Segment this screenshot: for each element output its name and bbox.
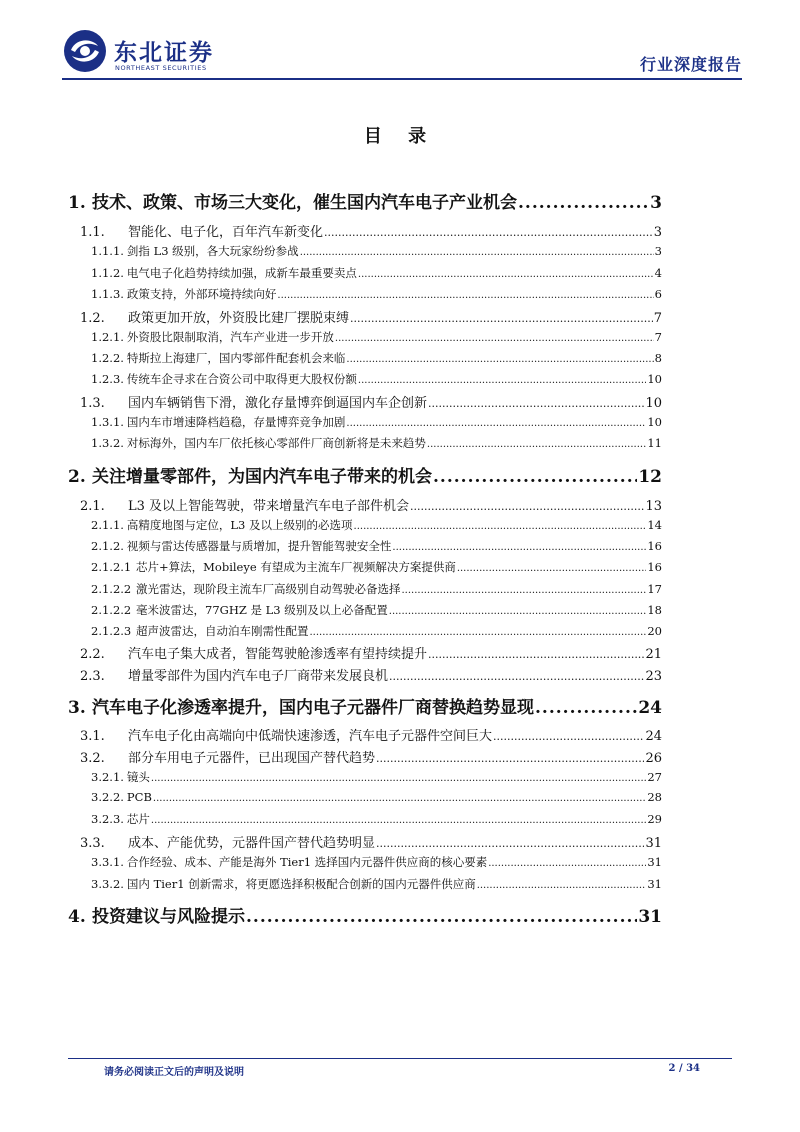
toc-leader bbox=[300, 247, 654, 258]
toc-page-number: 6 bbox=[654, 287, 662, 301]
toc-leader bbox=[335, 333, 654, 344]
toc-entry[interactable] bbox=[91, 790, 662, 807]
toc-leader bbox=[310, 627, 647, 638]
toc-leader bbox=[427, 439, 646, 450]
toc-leader bbox=[153, 793, 646, 804]
toc-page-number: 16 bbox=[647, 560, 662, 574]
toc-entry-title: 汽车电子化渗透率提升，国内电子元器件厂商替换趋势显现 bbox=[92, 698, 534, 718]
toc-page-number: 31 bbox=[647, 855, 662, 869]
toc-number: 3.2.1. bbox=[91, 770, 124, 784]
toc-page-number: 31 bbox=[638, 907, 662, 927]
toc-entry-title: L3 及以上智能驾驶，带来增量汽车电子部件机会 bbox=[128, 499, 410, 514]
toc-entry-title: 汽车电子化由高端向中低端快速渗透，汽车电子元器件空间巨大 bbox=[128, 729, 493, 744]
toc-number: 2.1.2.3 bbox=[91, 624, 132, 638]
toc-number: 1.1.3. bbox=[91, 287, 124, 301]
toc-number: 2.2. bbox=[80, 647, 105, 662]
toc-number: 2.1. bbox=[80, 499, 105, 514]
toc-number: 2.1.2.2 bbox=[91, 582, 132, 596]
toc-number: 1.2.2. bbox=[91, 351, 124, 365]
toc-page-number: 10 bbox=[647, 372, 662, 386]
toc-page-number: 23 bbox=[645, 669, 662, 684]
toc-leader bbox=[358, 269, 654, 280]
toc-entry[interactable] bbox=[91, 243, 662, 260]
report-type-label: 行业深度报告 bbox=[639, 55, 742, 74]
toc-entry[interactable] bbox=[80, 725, 662, 743]
toc-page-number: 31 bbox=[645, 836, 662, 851]
toc-entry-title: 芯片+算法，Mobileye 有望成为主流车厂视频解决方案提供商 bbox=[136, 560, 456, 574]
toc-leader bbox=[346, 354, 653, 365]
toc-number: 3. bbox=[68, 698, 86, 718]
toc-leader bbox=[246, 907, 637, 927]
toc-leader bbox=[457, 563, 647, 574]
toc-number: 1. bbox=[68, 193, 86, 213]
toc-entry-title: 国内车市增速降档趋稳，存量博弈竞争加剧 bbox=[126, 415, 346, 429]
toc-leader bbox=[428, 648, 644, 661]
toc-entry[interactable] bbox=[91, 286, 662, 303]
toc-entry[interactable] bbox=[91, 538, 662, 555]
toc-number: 3.1. bbox=[80, 729, 105, 744]
toc-page-number: 3 bbox=[653, 225, 662, 240]
toc-entry[interactable] bbox=[91, 350, 662, 367]
toc-entry-title: 毫米波雷达，77GHZ 是 L3 级别及以上必备配置 bbox=[136, 603, 388, 617]
toc-entry-title: 智能化、电子化，百年汽车新变化 bbox=[128, 225, 324, 240]
toc-leader bbox=[358, 375, 646, 386]
toc-leader bbox=[402, 585, 647, 596]
toc-page-number: 14 bbox=[647, 518, 662, 532]
footer-disclaimer: 请务必阅读正文后的声明及说明 bbox=[104, 1067, 244, 1078]
toc-number: 3.2. bbox=[80, 751, 105, 766]
toc-number: 3.3. bbox=[80, 836, 105, 851]
toc-entry-title: 国内车辆销售下滑，激化存量博弈倒逼国内车企创新 bbox=[128, 396, 428, 411]
toc-entry-title: 投资建议与风险提示 bbox=[92, 907, 245, 927]
toc-entry[interactable] bbox=[91, 371, 662, 388]
toc-entry[interactable] bbox=[91, 811, 662, 828]
toc-page-number: 20 bbox=[647, 624, 662, 638]
toc-leader bbox=[151, 815, 646, 826]
toc-entry-title: 高精度地图与定位，L3 及以上级别的必选项 bbox=[126, 518, 353, 532]
toc-number: 2.3. bbox=[80, 669, 105, 684]
toc-number: 4. bbox=[68, 907, 86, 927]
toc-leader bbox=[376, 752, 644, 765]
toc-entry[interactable] bbox=[80, 495, 662, 513]
toc-entry[interactable] bbox=[91, 854, 662, 871]
toc-number: 1.2.1. bbox=[91, 330, 124, 344]
toc-leader bbox=[354, 521, 647, 532]
toc-entry[interactable] bbox=[91, 769, 662, 786]
toc-entry-title: 技术、政策、市场三大变化，催生国内汽车电子产业机会 bbox=[92, 193, 517, 213]
toc-page-number: 7 bbox=[654, 330, 662, 344]
toc-number: 3.3.1. bbox=[91, 855, 124, 869]
toc-number: 1.1.2. bbox=[91, 266, 124, 280]
toc-entry-title: PCB bbox=[126, 790, 152, 804]
toc-leader bbox=[376, 837, 644, 850]
toc-leader bbox=[350, 312, 653, 325]
page-header bbox=[62, 28, 742, 80]
company-logo bbox=[62, 28, 252, 74]
toc-number: 1.1. bbox=[80, 225, 105, 240]
toc-entry[interactable] bbox=[80, 643, 662, 661]
toc-entry[interactable] bbox=[80, 665, 662, 683]
toc-entry[interactable] bbox=[80, 221, 662, 239]
toc-entry-title: 剑指 L3 级别，各大玩家纷纷参战 bbox=[126, 244, 299, 258]
toc-page-number: 10 bbox=[647, 415, 662, 429]
toc-entry[interactable] bbox=[91, 602, 662, 619]
toc-leader bbox=[389, 606, 647, 617]
toc-entry[interactable] bbox=[91, 581, 662, 598]
toc-page-number: 8 bbox=[654, 351, 662, 365]
toc-page-number: 27 bbox=[647, 770, 662, 784]
toc-entry-title: 特斯拉上海建厂，国内零部件配套机会来临 bbox=[126, 351, 346, 365]
toc-page-number: 17 bbox=[647, 582, 662, 596]
toc-leader bbox=[477, 880, 647, 891]
toc-leader bbox=[428, 397, 644, 410]
toc-leader bbox=[277, 290, 653, 301]
toc-entry-title: 汽车电子集大成者，智能驾驶舱渗透率有望持续提升 bbox=[128, 647, 428, 662]
toc-page-number: 13 bbox=[645, 499, 662, 514]
toc-entry[interactable] bbox=[80, 747, 662, 765]
toc-entry[interactable] bbox=[68, 462, 662, 486]
toc-entry-title: 电气电子化趋势持续加强，成新车最重要卖点 bbox=[126, 266, 357, 280]
toc-leader bbox=[389, 670, 644, 683]
toc-entry[interactable] bbox=[80, 307, 662, 325]
toc-page-number: 31 bbox=[647, 877, 662, 891]
toc-entry-title: 合作经验、成本、产能是海外 Tier1 选择国内元器件供应商的核心要素 bbox=[126, 855, 488, 869]
toc-page-number: 24 bbox=[638, 698, 662, 718]
toc-entry[interactable] bbox=[91, 517, 662, 534]
toc-entry-title: 视频与雷达传感器量与质增加，提升智能驾驶安全性 bbox=[126, 539, 392, 553]
toc-number: 1.3. bbox=[80, 396, 105, 411]
toc-page-number: 18 bbox=[647, 603, 662, 617]
toc-leader bbox=[493, 730, 644, 743]
toc-number: 3.2.3. bbox=[91, 812, 124, 826]
footer-divider bbox=[68, 1058, 732, 1059]
toc-entry-title: 国内 Tier1 创新需求，将更愿选择积极配合创新的国内元器件供应商 bbox=[126, 877, 476, 891]
toc-page-number: 26 bbox=[645, 751, 662, 766]
toc-leader bbox=[518, 193, 649, 213]
toc-page-number: 24 bbox=[645, 729, 662, 744]
toc-entry[interactable] bbox=[91, 265, 662, 282]
toc-leader bbox=[151, 773, 646, 784]
header-divider bbox=[62, 78, 742, 80]
toc-entry-title: 镜头 bbox=[126, 770, 150, 784]
toc-entry-title: 激光雷达，现阶段主流车厂高级别自动驾驶必备选择 bbox=[136, 582, 401, 596]
toc-number: 2.1.2. bbox=[91, 539, 124, 553]
toc-entry-title: 对标海外，国内车厂依托核心零部件厂商创新将是未来趋势 bbox=[126, 436, 426, 450]
toc-page-number: 4 bbox=[654, 266, 662, 280]
toc-number: 3.3.2. bbox=[91, 877, 124, 891]
toc-entry[interactable] bbox=[91, 559, 662, 576]
toc-number: 1.3.1. bbox=[91, 415, 124, 429]
toc-page-number: 29 bbox=[647, 812, 662, 826]
toc-entry-title: 芯片 bbox=[126, 812, 150, 826]
toc-leader bbox=[392, 542, 646, 553]
toc-leader bbox=[324, 226, 653, 239]
toc-number: 2.1.1. bbox=[91, 518, 124, 532]
toc-page-number: 7 bbox=[653, 311, 662, 326]
toc-number: 1.2.3. bbox=[91, 372, 124, 386]
toc-entry-title: 外资股比限制取消，汽车产业进一步开放 bbox=[126, 330, 334, 344]
toc-entry-title: 关注增量零部件，为国内汽车电子带来的机会 bbox=[92, 467, 432, 487]
toc-page-number: 10 bbox=[645, 396, 662, 411]
toc-entry-title: 部分车用电子元器件，已出现国产替代趋势 bbox=[128, 751, 376, 766]
toc-leader bbox=[488, 858, 646, 869]
toc-page-number: 21 bbox=[645, 647, 662, 662]
toc-page-number: 16 bbox=[647, 539, 662, 553]
toc-entry-title: 传统车企寻求在合资公司中取得更大股权份额 bbox=[126, 372, 357, 386]
toc-leader bbox=[535, 698, 637, 718]
toc-entry[interactable] bbox=[68, 188, 662, 212]
toc-entry[interactable] bbox=[91, 414, 662, 431]
toc-entry-title: 增量零部件为国内汽车电子厂商带来发展良机 bbox=[128, 669, 389, 684]
toc-leader bbox=[346, 418, 646, 429]
page-indicator: 2 / 34 bbox=[668, 1063, 700, 1074]
toc-number: 2. bbox=[68, 467, 86, 487]
toc-page-number: 28 bbox=[647, 790, 662, 804]
toc-number: 1.1.1. bbox=[91, 244, 124, 258]
logo-english-name: NORTHEAST SECURITIES bbox=[115, 64, 207, 72]
toc-entry-title: 政策支持，外部环境持续向好 bbox=[126, 287, 277, 301]
toc-page-number: 12 bbox=[638, 467, 662, 487]
toc-entry[interactable] bbox=[68, 902, 662, 926]
toc-entry[interactable] bbox=[91, 329, 662, 346]
toc-entry[interactable] bbox=[91, 623, 662, 640]
toc-entry[interactable] bbox=[80, 392, 662, 410]
toc-entry[interactable] bbox=[80, 832, 662, 850]
toc-entry-title: 政策更加开放，外资股比建厂摆脱束缚 bbox=[128, 311, 350, 326]
toc-number: 1.2. bbox=[80, 311, 105, 326]
toc-number: 1.3.2. bbox=[91, 436, 124, 450]
logo-emblem-icon bbox=[62, 28, 108, 74]
toc-entry-title: 成本、产能优势，元器件国产替代趋势明显 bbox=[128, 836, 376, 851]
toc-page-number: 3 bbox=[654, 244, 662, 258]
toc-leader bbox=[410, 500, 644, 513]
logo-chinese-name: 东北证券 bbox=[114, 40, 214, 66]
toc-number: 2.1.2.1 bbox=[91, 560, 132, 574]
toc-entry[interactable] bbox=[91, 435, 662, 452]
toc-entry[interactable] bbox=[68, 693, 662, 717]
toc-number: 2.1.2.2 bbox=[91, 603, 132, 617]
toc-number: 3.2.2. bbox=[91, 790, 124, 804]
toc-entry[interactable] bbox=[91, 876, 662, 893]
toc-page-number: 11 bbox=[647, 436, 662, 450]
toc-leader bbox=[433, 467, 637, 487]
toc-page-number: 3 bbox=[650, 193, 662, 213]
toc-entry-title: 超声波雷达，自动泊车刚需性配置 bbox=[136, 624, 309, 638]
toc-title: 目 录 bbox=[363, 126, 437, 147]
